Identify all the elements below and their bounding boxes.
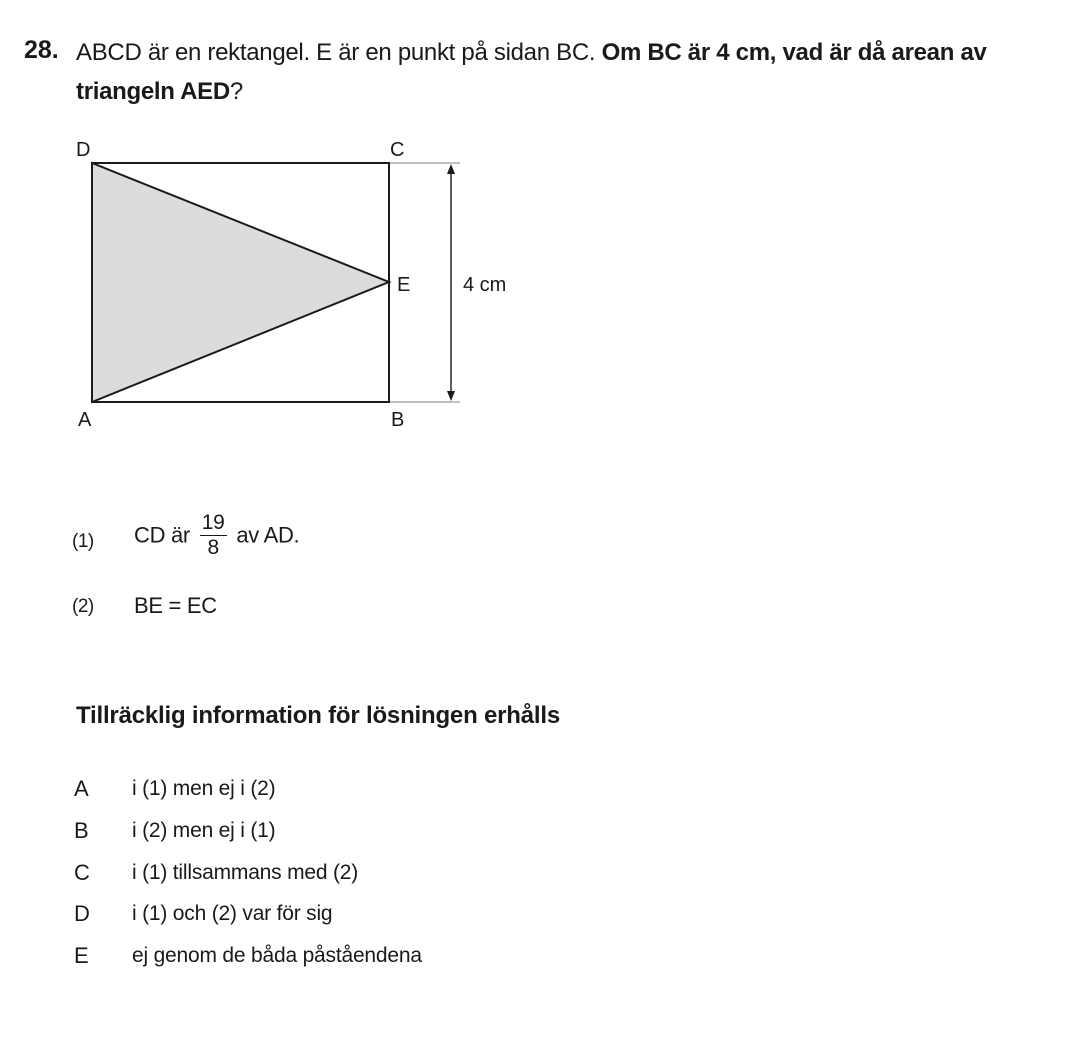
answer-prompt: Tillräcklig information för lösningen erhålls	[76, 702, 560, 729]
option-e-text: ej genom de båda påståendena	[132, 944, 422, 967]
statement-1-prefix: CD är	[134, 522, 190, 548]
option-b-text: i (2) men ej i (1)	[132, 819, 276, 842]
label-b: B	[391, 409, 405, 431]
rectangle-figure	[60, 130, 540, 440]
option-b-letter: B	[74, 818, 89, 843]
option-a-text: i (1) men ej i (2)	[132, 777, 276, 800]
question-number: 28.	[24, 36, 59, 64]
option-c-text: i (1) tillsammans med (2)	[132, 861, 359, 884]
fraction	[200, 512, 227, 559]
arrow-down-icon	[447, 391, 455, 401]
fraction-denominator: 8	[207, 536, 219, 559]
label-d: D	[76, 139, 91, 161]
option-d-text: i (1) och (2) var för sig	[132, 902, 333, 925]
option-a-letter: A	[74, 776, 89, 801]
triangle-aed	[92, 163, 389, 402]
option-d-letter: D	[74, 901, 90, 926]
question-emphasis: Om BC är 4 cm, vad är då arean av triangeln AED	[76, 39, 987, 105]
label-dimension: 4 cm	[463, 274, 507, 296]
statement-1-suffix: av AD.	[236, 522, 300, 548]
label-a: A	[78, 409, 92, 431]
figure-svg	[60, 130, 540, 440]
statement-2-text: BE = EC	[134, 593, 217, 618]
fraction-numerator: 19	[201, 511, 225, 534]
option-e-letter: E	[74, 943, 89, 968]
statement-2-number: (2)	[72, 596, 94, 617]
question-text	[76, 33, 1066, 111]
label-c: C	[390, 139, 405, 161]
statement-1-text	[134, 512, 299, 559]
option-c-letter: C	[74, 860, 90, 885]
arrow-up-icon	[447, 164, 455, 174]
question-end: ?	[229, 78, 243, 105]
statement-1-number: (1)	[72, 531, 94, 552]
label-e: E	[397, 274, 411, 296]
question-intro: ABCD är en rektangel. E är en punkt på sidan BC.	[76, 39, 602, 66]
